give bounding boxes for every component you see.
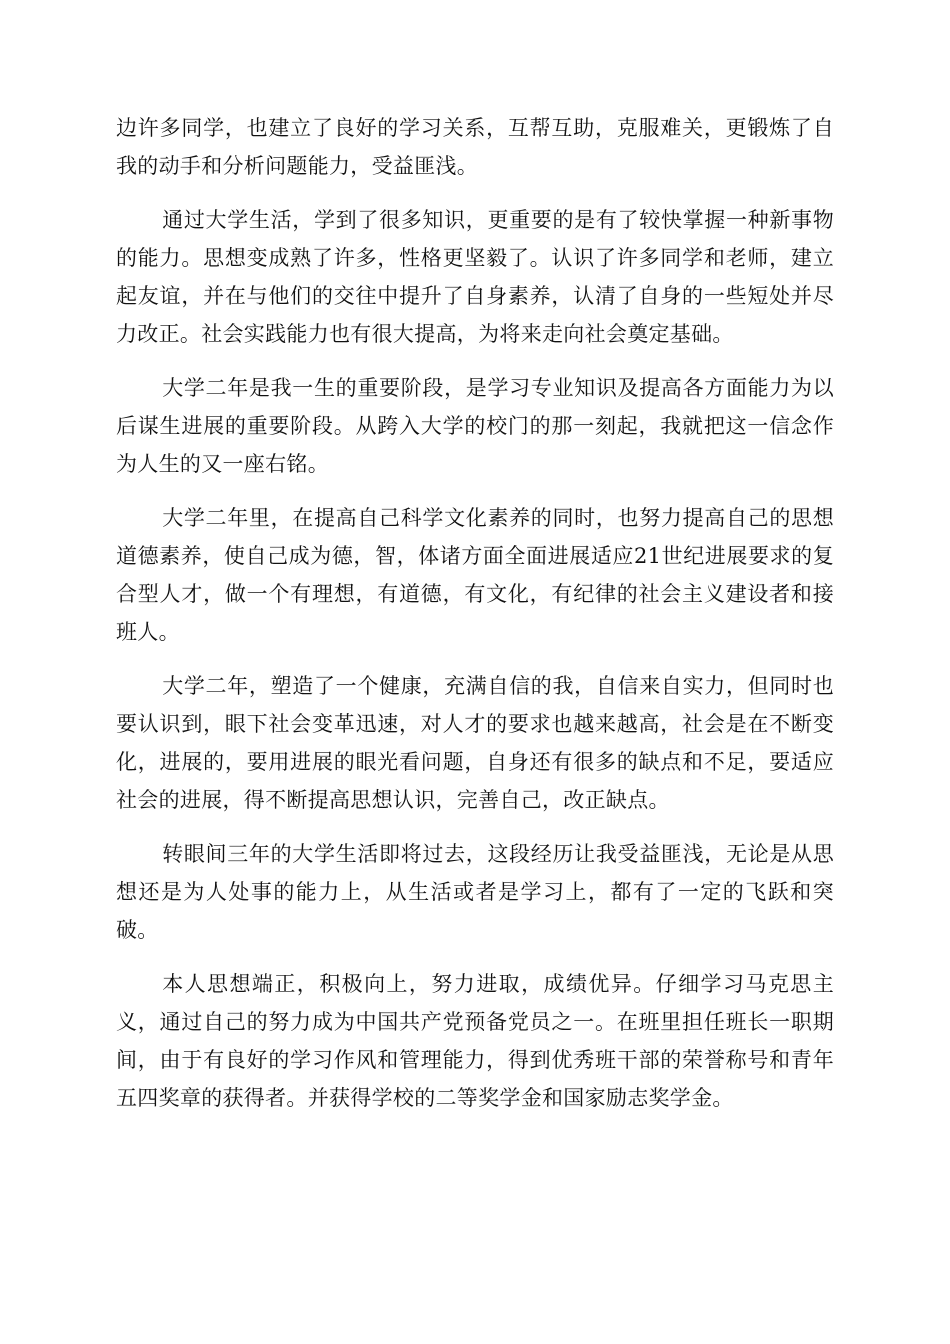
paragraph-2: 通过大学生活，学到了很多知识，更重要的是有了较快掌握一种新事物的能力。思想变成熟了许多，性格更坚毅了。认识了许多同学和老师，建立起友谊，并在与他们的交往中提升了自身素养，认清了自身的一些短处并尽力改正。社会实践能力也有很大提高，为将来走向社会奠定基础。 (116, 208, 834, 346)
paragraph-3: 大学二年是我一生的重要阶段，是学习专业知识及提高各方面能力为以后谋生进展的重要阶段。从跨入大学的校门的那一刻起，我就把这一信念作为人生的又一座右铭。 (116, 376, 834, 476)
paragraph-1: 边许多同学，也建立了良好的学习关系，互帮互助，克服难关，更锻炼了自我的动手和分析问题能力，受益匪浅。 (116, 116, 834, 178)
paragraph-4: 大学二年里，在提高自己科学文化素养的同时，也努力提高自己的思想道德素养，使自己成为德，智，体诸方面全面进展适应21世纪进展要求的复合型人才，做一个有理想，有道德，有文化，有纪律的社会主义建设者和接班人。 (116, 506, 834, 644)
paragraph-7: 本人思想端正，积极向上，努力进取，成绩优异。仔细学习马克思主义，通过自己的努力成为中国共产党预备党员之一。在班里担任班长一职期间，由于有良好的学习作风和管理能力，得到优秀班干部的荣誉称号和青年五四奖章的获得者。并获得学校的二等奖学金和国家励志奖学金。 (116, 972, 834, 1110)
paragraph-5: 大学二年，塑造了一个健康，充满自信的我，自信来自实力，但同时也要认识到，眼下社会变革迅速，对人才的要求也越来越高，社会是在不断变化，进展的，要用进展的眼光看问题，自身还有很多的缺点和不足，要适应社会的进展，得不断提高思想认识，完善自己，改正缺点。 (116, 674, 834, 812)
document-body (116, 109, 834, 1133)
paragraph-6: 转眼间三年的大学生活即将过去，这段经历让我受益匪浅，无论是从思想还是为人处事的能力上，从生活或者是学习上，都有了一定的飞跃和突破。 (116, 842, 834, 942)
